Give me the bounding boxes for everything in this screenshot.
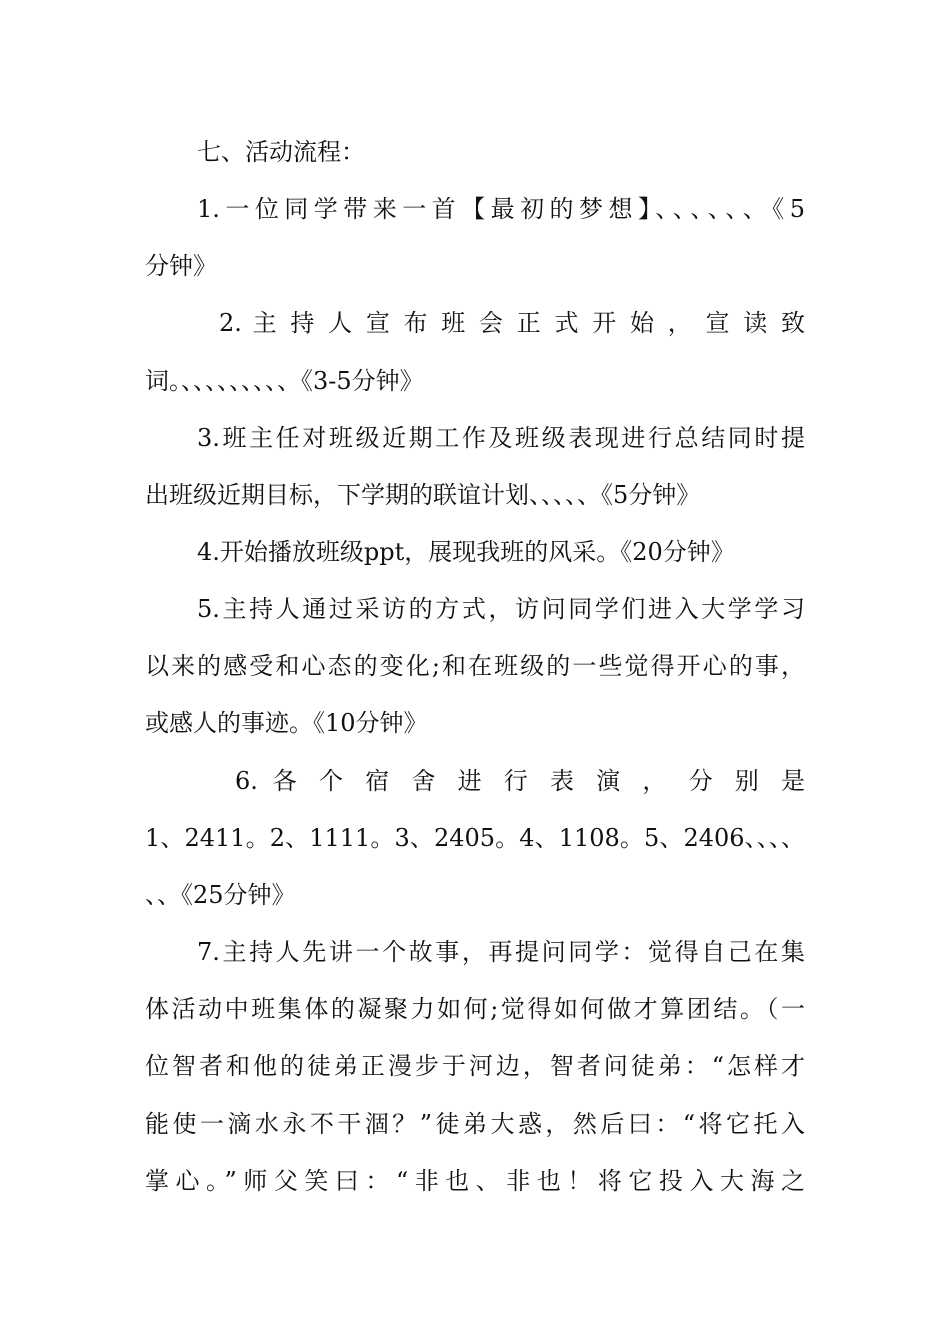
- body-line-3: 2. 主 持 人 宣 布 班 会 正 式 开 始 ， 宣 读 致: [219, 309, 805, 337]
- body-line-5: 3.班主任对班级近期工作及班级表现进行总结同时提: [197, 424, 805, 452]
- body-line-11: 6. 各 个 宿 舍 进 行 表 演 ， 分 别 是: [235, 767, 805, 795]
- body-line-18: 掌心。”师父笑曰：“非也、非也！将它投入大海之: [145, 1167, 805, 1195]
- body-line-12: 1、2411。2、1111。3、2405。4、1108。5、2406、、、、: [145, 824, 805, 852]
- body-line-9: 以来的感受和心态的变化;和在班级的一些觉得开心的事，: [145, 652, 805, 680]
- body-line-4: 词。、、、、、、、、、《3-5分钟》: [145, 367, 424, 395]
- body-line-6: 出班级近期目标，下学期的联谊计划、、、、、《5分钟》: [145, 481, 701, 509]
- body-line-2: 分钟》: [145, 252, 217, 280]
- section-heading: 七、活动流程：: [197, 138, 365, 166]
- body-line-16: 位智者和他的徒弟正漫步于河边，智者问徒弟：“怎样才: [145, 1052, 805, 1080]
- body-line-15: 体活动中班集体的凝聚力如何;觉得如何做才算团结。（一: [145, 995, 805, 1023]
- body-line-1: 1.一位同学带来一首【最初的梦想】、、、、、、《5: [197, 195, 805, 223]
- body-line-13: 、、《25分钟》: [145, 881, 296, 909]
- body-line-14: 7.主持人先讲一个故事，再提问同学：觉得自己在集: [197, 938, 805, 966]
- body-line-10: 或感人的事迹。《10分钟》: [145, 709, 428, 737]
- body-line-17: 能使一滴水永不干涸？”徒弟大惑，然后曰：“将它托入: [145, 1110, 805, 1138]
- body-line-8: 5.主持人通过采访的方式，访问同学们进入大学学习: [197, 595, 805, 623]
- body-line-7: 4.开始播放班级ppt，展现我班的风采。《20分钟》: [197, 538, 735, 566]
